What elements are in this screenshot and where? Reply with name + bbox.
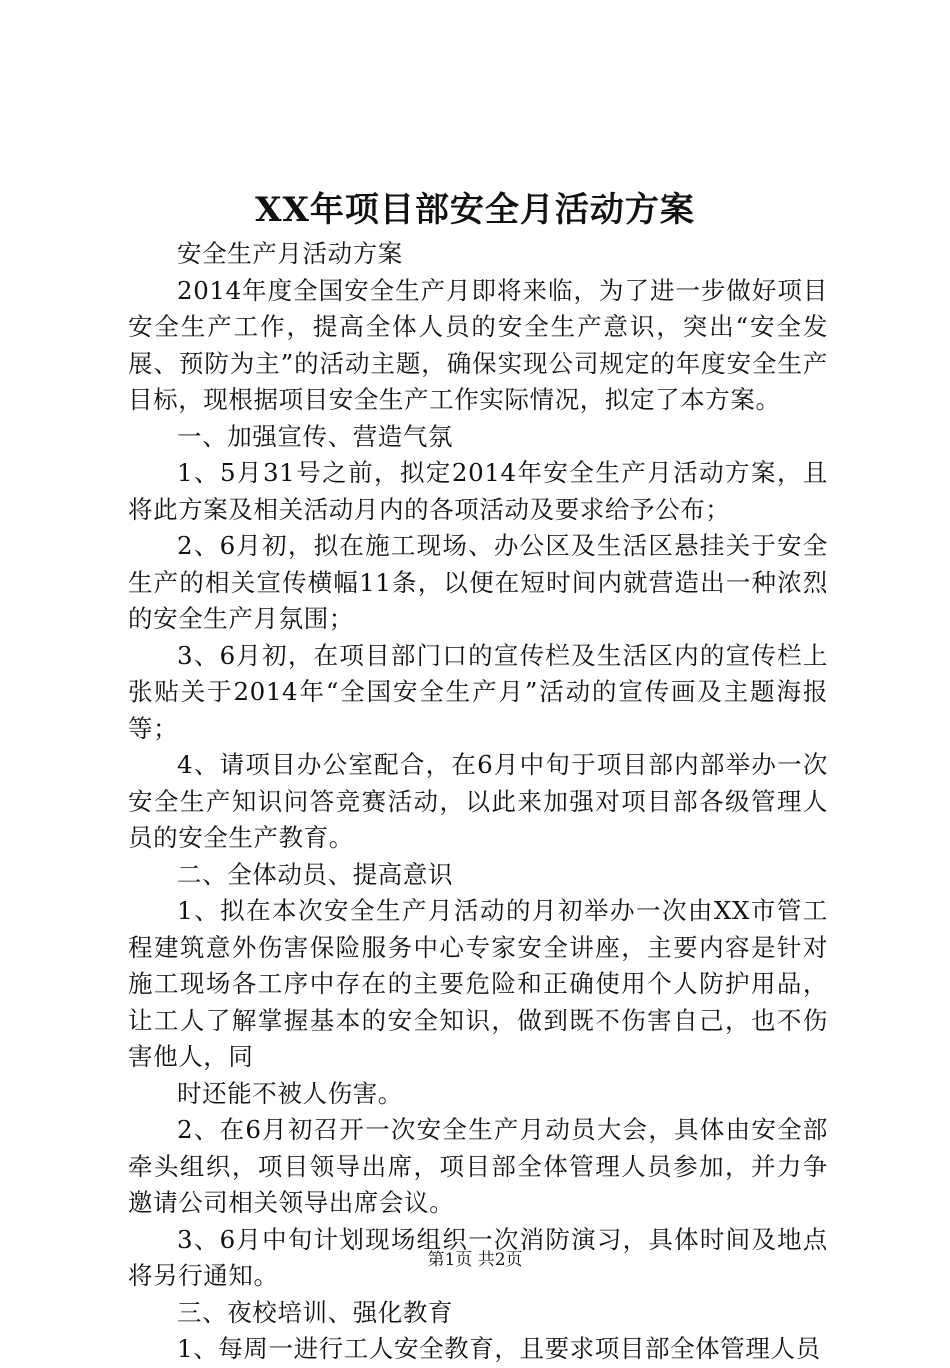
paragraph-item: 1、拟在本次安全生产月活动的月初举办一次由XX市管工程建筑意外伤害保险服务中心专家安全讲座，主要内容是针对施工现场各工序中存在的主要危险和正确使用个人防护用品，让工人了解掌握基本的安全知识，做到既不伤害自己，也不伤害他人，同 — [128, 896, 828, 1071]
paragraph-subtitle: 安全生产月活动方案 — [177, 239, 403, 268]
paragraph-item: 3、6月初，在项目部门口的宣传栏及生活区内的宣传栏上张贴关于2014年“全国安全生产月”活动的宣传画及主题海报等； — [128, 640, 828, 743]
paragraph-continuation: 时还能不被人伤害。 — [177, 1078, 403, 1108]
paragraph-item: 3、6月中旬计划现场组织一次消防演习，具体时间及地点将另行通知。 — [128, 1224, 828, 1290]
page-footer: 第1页 共2页 — [427, 1250, 523, 1270]
document-body — [128, 236, 828, 1368]
paragraph-item: 1、每周一进行工人安全教育，且要求项目部全体管理人员 — [177, 1334, 821, 1363]
paragraph-item: 2、在6月初召开一次安全生产月动员大会，具体由安全部牵头组织，项目领导出席，项目部全体管理人员参加，并力争邀请公司相关领导出席会议。 — [128, 1115, 828, 1217]
document-title: XX年项目部安全月活动方案 — [255, 190, 695, 230]
paragraph-item: 2、6月初，拟在施工现场、办公区及生活区悬挂关于安全生产的相关宣传横幅11条，以便在短时间内就营造出一种浓烈的安全生产月氛围； — [128, 531, 828, 633]
paragraph-item: 4、请项目办公室配合，在6月中旬于项目部内部举办一次安全生产知识问答竞赛活动，以此来加强对项目部各级管理人员的安全生产教育。 — [128, 750, 828, 852]
paragraph-item: 1、5月31号之前，拟定2014年安全生产月活动方案，且将此方案及相关活动月内的各项活动及要求给予公布； — [128, 458, 828, 524]
section-heading-3: 三、夜校培训、强化教育 — [177, 1297, 454, 1327]
paragraph-intro: 2014年度全国安全生产月即将来临，为了进一步做好项目安全生产工作，提高全体人员的安全生产意识，突出“安全发展、预防为主”的活动主题，确保实现公司规定的年度安全生产目标，现根据项目安全生产工作实际情况，拟定了本方案。 — [128, 275, 828, 414]
section-heading-1: 一、加强宣传、营造气氛 — [177, 421, 454, 451]
section-heading-2: 二、全体动员、提高意识 — [177, 859, 454, 889]
